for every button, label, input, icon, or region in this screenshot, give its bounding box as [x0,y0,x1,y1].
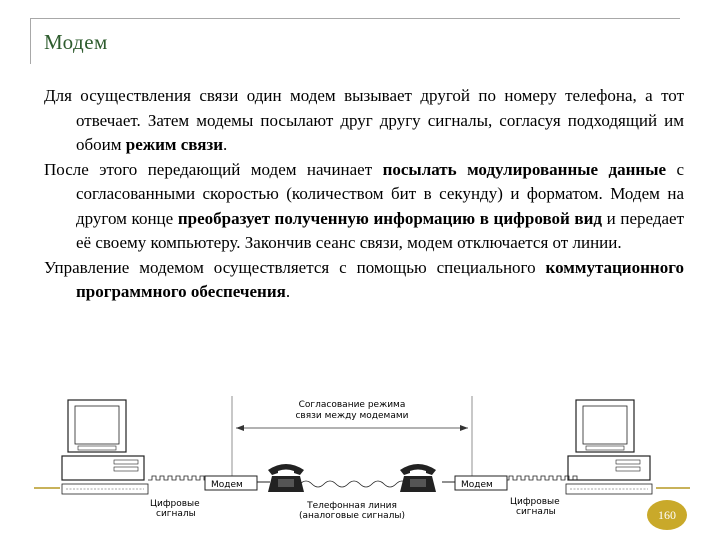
text-run: с согласованными скоростью (количеством бит в секунду) и форматом. Модем на другом конце [76,159,684,228]
page-number-badge: 160 [647,500,687,530]
text-run: Управление модемом осуществляется с помощью специального [44,257,546,277]
negotiation-label-1: Согласование режима [298,400,406,410]
slide-body [44,84,684,305]
digital-signal-left [148,476,212,480]
arrow-head-right [460,425,468,431]
corner-line-vertical [30,18,31,64]
text-run: . [285,282,291,301]
modem-left-box [205,476,257,490]
paragraph-3 [44,256,684,305]
text-run: После этого передающий модем начинает [44,159,383,179]
modem-left-label: Модем [211,480,243,490]
corner-line-horizontal [30,18,680,19]
digital-signal-right [505,476,577,480]
modem-right-label: Модем [461,480,493,490]
bold-term: коммутационного программного обеспечения [76,257,684,301]
digital-right-label-1: Цифровые [510,497,560,507]
modem-connection-diagram [60,394,656,524]
diagram-svg [60,394,656,524]
text-run: и передает её своему компьютеру. Закончив сеанс связи, модем отключается от линии. [76,208,685,252]
digital-right-label-2: сигналы [516,507,556,517]
arrow-head-left [236,425,244,431]
text-run: . [223,135,228,154]
telephone-right-icon [400,464,436,492]
bold-term: посылать модулированные данные [382,159,667,179]
modem-right-box [455,476,507,490]
telephone-left-icon [268,464,304,492]
paragraph-1 [44,84,684,158]
bottom-rule-right [656,487,690,489]
slide-title: Модем [44,30,108,54]
phone-line-label-1: Телефонная линия [307,501,397,511]
bold-term: режим связи [125,135,224,154]
bold-term: преобразует полученную информацию в цифровой вид [177,208,603,228]
paragraph-2 [44,158,684,256]
computer-right-icon [566,400,652,494]
phone-line-label-2: (аналоговые сигналы) [298,511,406,521]
negotiation-label-2: связи между модемами [295,411,409,421]
computer-left-icon [62,400,148,494]
digital-left-label-2: сигналы [156,509,196,519]
bottom-rule-left [34,487,60,489]
text-run: Для осуществления связи один модем вызывает другой по номеру телефона, а тот отвечает. Затем модемы посылают друг другу сигналы, согласуя подходящий им обоим [44,86,684,154]
digital-left-label-1: Цифровые [150,499,200,509]
